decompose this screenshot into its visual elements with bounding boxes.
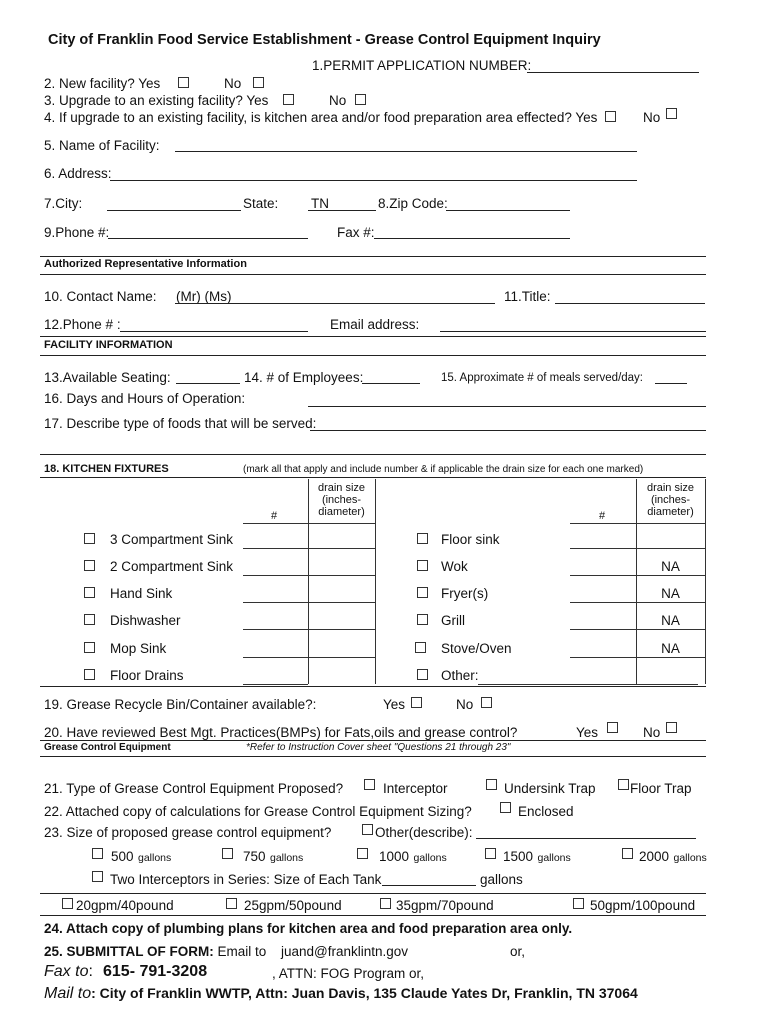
facility-name-label: 5. Name of Facility: [44,138,160,153]
interceptor-label: Interceptor [383,781,448,796]
fixture-right-label: Wok [441,559,468,574]
meals-field[interactable] [655,383,687,384]
tank-size-field[interactable] [382,885,476,886]
flow-option-label: 50gpm/100pound [590,898,696,913]
size-option-label [639,848,707,866]
fixture-right-label: Stove/Oven [441,641,512,656]
drain-size-header-right [636,482,705,518]
fixture-right-drain-value: NA [661,641,680,656]
size-unit: gallons [673,852,707,864]
facility-info-header: FACILITY INFORMATION [44,339,173,351]
undersink-trap-checkbox[interactable] [486,779,497,790]
q25-line [44,944,266,959]
drain-size-header-left [308,482,375,518]
enclosed-label: Enclosed [518,804,574,819]
kitchen-fixtures-note: (mark all that apply and include number & if applicable the drain size for each one marked) [243,464,644,475]
fixture-right-label: Floor sink [441,532,500,547]
fax-label: Fax #: [337,225,375,240]
other-fixture-field[interactable] [478,684,698,685]
fixture-left-checkbox[interactable] [84,533,95,544]
size-2-checkbox[interactable] [357,848,368,859]
seating-field[interactable] [176,383,240,384]
drain-header-line: diameter) [318,506,365,518]
fixture-right-checkbox[interactable] [417,533,428,544]
fax-field[interactable] [374,238,570,239]
q2-label: 2. New facility? Yes [44,76,161,91]
table-header-line [570,523,705,524]
drain-header-line: drain size [317,482,366,494]
fixture-right-checkbox[interactable] [417,560,428,571]
floor-trap-checkbox[interactable] [618,779,629,790]
table-divider [705,479,706,684]
hours-label: 16. Days and Hours of Operation: [44,391,246,406]
fixture-left-checkbox[interactable] [84,560,95,571]
fixture-right-count-field[interactable] [570,602,705,603]
undersink-trap-label: Undersink Trap [504,781,596,796]
phone-label: 9.Phone #: [44,225,110,240]
size-number: 1000 [379,849,410,864]
foods-field[interactable] [310,430,706,431]
fax-line [44,963,93,981]
drain-header-line: (inches- [650,494,691,506]
divider [40,740,706,741]
flow-option-label: 35gpm/70pound [396,898,494,913]
divider [40,355,706,356]
size-number: 500 [111,849,134,864]
bmp-no-checkbox[interactable] [666,722,677,733]
table-divider [375,479,376,684]
flow-0-checkbox[interactable] [62,898,73,909]
fixture-left-count-field[interactable] [243,548,375,549]
q4-label: 4. If upgrade to an existing facility, is kitchen area and/or food preparation area effected? Yes [44,110,598,125]
flow-option-label: 20gpm/40pound [76,898,174,913]
q4-no-label: No [643,110,661,125]
rep-phone-label: 12.Phone # : [44,317,121,332]
divider [40,274,706,275]
q19-no-label: No [456,697,474,712]
seating-label: 13.Available Seating: [44,370,171,385]
divider [40,256,706,257]
gce-note: *Refer to Instruction Cover sheet "Questions 21 through 23" [246,742,511,753]
fixture-right-label: Fryer(s) [441,586,489,601]
size-number: 2000 [639,849,670,864]
fixture-right-count-field[interactable] [570,575,705,576]
divider [40,686,706,687]
other-size-field[interactable] [476,838,696,839]
kitchen-fixtures-header: 18. KITCHEN FIXTURES [44,463,169,475]
meals-label: 15. Approximate # of meals served/day: [441,372,643,384]
other-size-checkbox[interactable] [362,824,373,835]
fixture-right-drain-value: NA [661,559,680,574]
fixture-left-label: 3 Compartment Sink [110,532,234,547]
fixture-right-count-field[interactable] [570,657,705,658]
foods-label: 17. Describe type of foods that will be served: [44,416,317,431]
recycle-bin-yes-checkbox[interactable] [411,697,422,708]
table-header-line [243,523,375,524]
mail-to-label: Mail to [44,985,92,1002]
permit-number-label: 1.PERMIT APPLICATION NUMBER: [312,58,532,73]
divider [40,915,706,916]
size-3-checkbox[interactable] [485,848,496,859]
state-label: State: [243,196,279,211]
fixture-left-checkbox[interactable] [84,614,95,625]
upgrade-no-checkbox[interactable] [355,94,366,105]
enclosed-checkbox[interactable] [500,802,511,813]
q19-yes-label: Yes [383,697,406,712]
divider [40,336,706,337]
size-unit: gallons [137,852,172,864]
fax-to-label: Fax to [44,963,89,980]
state-value: TN [311,196,329,211]
address-label: 6. Address: [44,166,112,181]
fixture-left-label: Floor Drains [110,668,184,683]
q20-yes-label: Yes [576,725,599,740]
city-label: 7.City: [44,196,83,211]
size-option-label [111,848,171,866]
auth-rep-header: Authorized Representative Information [44,258,247,270]
new-facility-yes-checkbox[interactable] [178,77,189,88]
fixture-right-checkbox[interactable] [417,587,428,598]
size-option-label [243,848,303,866]
gce-header: Grease Control Equipment [44,742,171,753]
mail-address: : City of Franklin WWTP, Attn: Juan Davis, 135 Claude Yates Dr, Franklin, TN 37064 [91,985,638,1001]
interceptor-checkbox[interactable] [364,779,375,790]
q19-label: 19. Grease Recycle Bin/Container available?: [44,697,317,712]
fixture-left-count-field[interactable] [243,629,375,630]
count-header-left: # [271,510,278,522]
fixture-left-label: Mop Sink [110,641,167,656]
fixture-left-checkbox[interactable] [84,642,95,653]
count-header-right: # [599,510,606,522]
size-unit: gallons [537,852,571,864]
kitchen-affected-no-checkbox[interactable] [666,108,677,119]
hours-field[interactable] [308,406,706,407]
q21-label: 21. Type of Grease Control Equipment Proposed? [44,781,344,796]
floor-trap-label: Floor Trap [630,781,692,796]
size-option-label [379,848,447,866]
q25-label: 25. SUBMITTAL OF FORM: [44,944,214,959]
fixture-right-drain-value: NA [661,586,680,601]
two-interceptors-checkbox[interactable] [92,871,103,882]
state-field[interactable] [308,210,376,211]
flow-2-checkbox[interactable] [380,898,391,909]
divider [40,893,706,894]
contact-name-label: 10. Contact Name: [44,289,157,304]
form-title: City of Franklin Food Service Establishment - Grease Control Equipment Inquiry [48,32,601,48]
upgrade-yes-checkbox[interactable] [283,94,294,105]
honorific-label: (Mr) (Ms) [176,289,232,304]
fax-number: 615- 791-3208 [103,963,208,980]
fax-colon: : [88,963,93,980]
q24-label: 24. Attach copy of plumbing plans for kitchen area and food preparation area only. [44,921,573,936]
size-number: 1500 [503,849,534,864]
drain-header-line: drain size [646,482,695,494]
fixture-left-label: Dishwasher [110,613,181,628]
divider [40,477,706,478]
title-label: 11.Title: [504,289,551,304]
size-number: 750 [243,849,266,864]
divider [40,756,706,757]
other-size-label: Other(describe): [375,825,473,840]
title-field[interactable] [555,303,705,304]
q3-no-label: No [329,93,347,108]
fixture-left-label: Hand Sink [110,586,173,601]
q22-label: 22. Attached copy of calculations for Grease Control Equipment Sizing? [44,804,472,819]
zip-label: 8.Zip Code: [378,196,448,211]
q23-label: 23. Size of proposed grease control equipment? [44,825,332,840]
kitchen-affected-yes-checkbox[interactable] [605,111,616,122]
q2-no-label: No [224,76,242,91]
fixture-right-checkbox[interactable] [417,669,428,680]
size-unit: gallons [413,852,447,864]
submit-email-link[interactable]: juand@franklintn.gov [281,944,409,959]
foods-field-line2[interactable] [40,454,706,455]
fixture-right-checkbox[interactable] [415,642,426,653]
email-to-label: Email to [213,944,267,959]
size-option-label [503,848,571,866]
fixture-left-count-field[interactable] [243,602,375,603]
fixture-right-checkbox[interactable] [417,614,428,625]
employees-field[interactable] [362,383,420,384]
address-field[interactable] [110,180,637,181]
new-facility-no-checkbox[interactable] [253,77,264,88]
fax-attn: , ATTN: FOG Program or, [272,966,425,981]
fixture-right-drain-value: NA [661,613,680,628]
flow-1-checkbox[interactable] [226,898,237,909]
q3-label: 3. Upgrade to an existing facility? Yes [44,93,269,108]
email-label: Email address: [330,317,420,332]
fixture-right-label: Other: [441,668,479,683]
q20-no-label: No [643,725,661,740]
bmp-yes-checkbox[interactable] [607,722,618,733]
fixture-left-count-field[interactable] [243,657,375,658]
permit-number-field[interactable] [527,72,699,73]
fixture-right-count-field[interactable] [570,548,705,549]
zip-field[interactable] [446,210,570,211]
fixture-left-count-field[interactable] [243,575,375,576]
size-1-checkbox[interactable] [222,848,233,859]
tank-size-unit: gallons [480,872,523,887]
size-0-checkbox[interactable] [92,848,103,859]
city-field[interactable] [107,210,241,211]
flow-3-checkbox[interactable] [573,898,584,909]
recycle-bin-no-checkbox[interactable] [481,697,492,708]
fixture-left-checkbox[interactable] [84,587,95,598]
or-label: or, [510,944,526,959]
phone-field[interactable] [108,238,308,239]
employees-label: 14. # of Employees: [244,370,364,385]
q20-label: 20. Have reviewed Best Mgt. Practices(BMPs) for Fats,oils and grease control? [44,725,518,740]
email-field[interactable] [440,331,706,332]
fixture-left-count-field[interactable] [243,684,308,685]
fixture-right-label: Grill [441,613,465,628]
drain-header-line: diameter) [647,506,694,518]
rep-phone-field[interactable] [120,331,308,332]
flow-option-label: 25gpm/50pound [244,898,342,913]
fixture-right-count-field[interactable] [570,629,705,630]
size-unit: gallons [269,852,304,864]
drain-header-line: (inches- [321,494,362,506]
mail-line [44,985,638,1003]
fixture-left-checkbox[interactable] [84,669,95,680]
facility-name-field[interactable] [175,151,637,152]
two-interceptors-label: Two Interceptors in Series: Size of Each Tank [110,872,382,887]
contact-name-field[interactable] [175,303,495,304]
size-4-checkbox[interactable] [622,848,633,859]
fixture-left-label: 2 Compartment Sink [110,559,234,574]
